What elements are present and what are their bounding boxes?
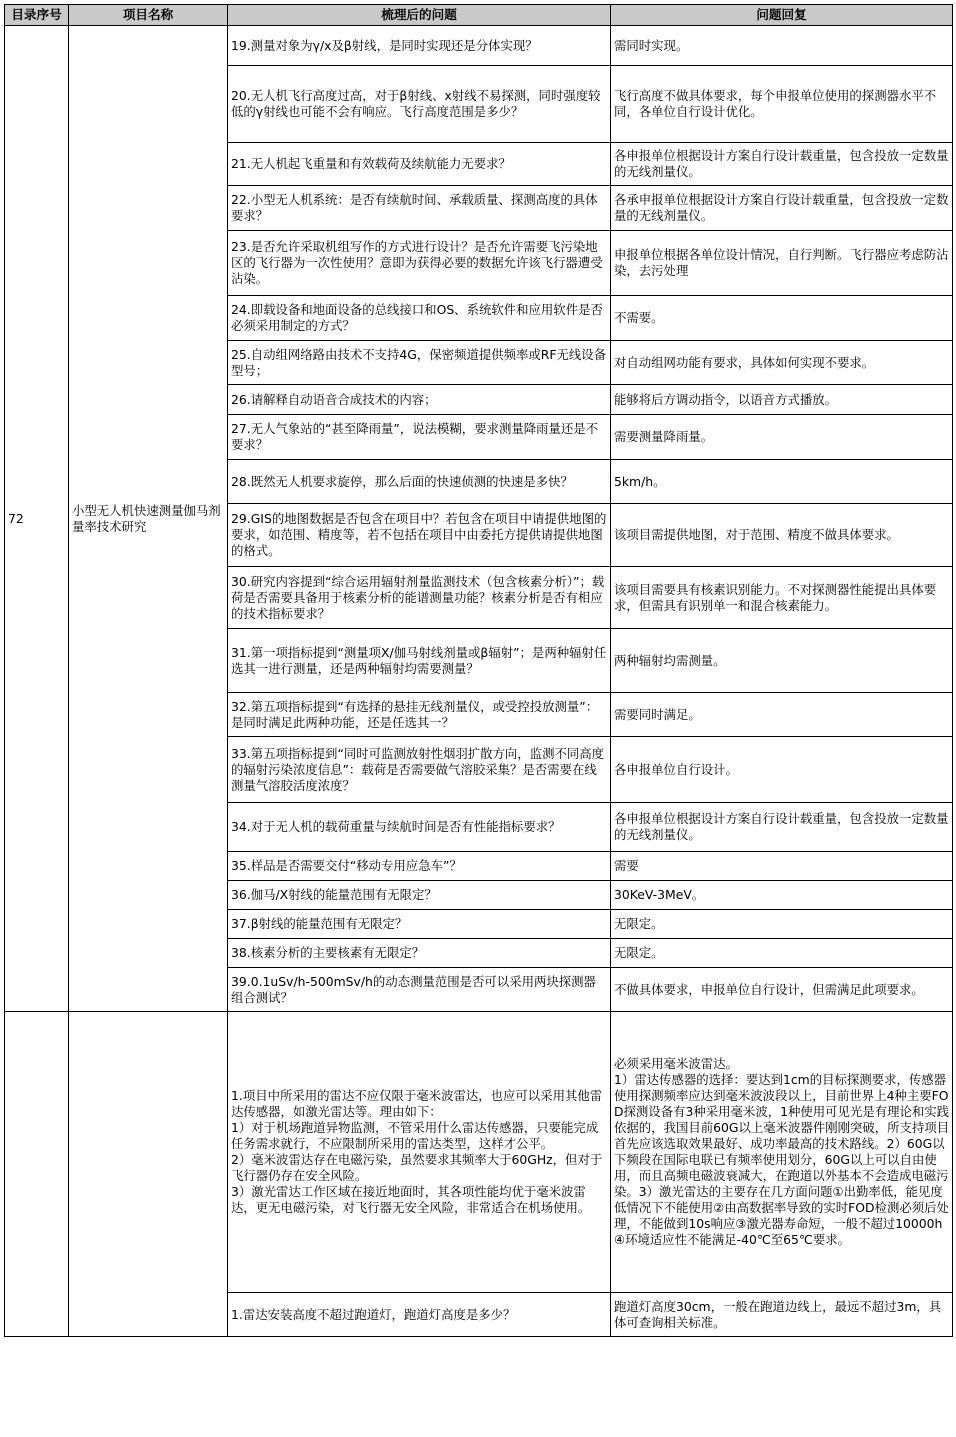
question-cell: 27.无人气象站的“甚至降雨量”，说法模糊，要求测量降雨量还是不要求？ — [228, 415, 611, 460]
table-body — [5, 26, 953, 1337]
question-cell: 25.自动组网络路由技术不支持4G，保密频道提供频率或RF无线设备型号； — [228, 341, 611, 385]
catalog-index-cell: 72 — [5, 26, 69, 1012]
header-question: 梳理后的问题 — [228, 5, 611, 26]
question-cell: 28.既然无人机要求旋停，那么后面的快速侦测的快速是多快？ — [228, 460, 611, 504]
table-row — [5, 26, 953, 66]
answer-cell: 能够将后方调动指令，以语音方式播放。 — [611, 385, 953, 415]
answer-cell: 需要测量降雨量。 — [611, 415, 953, 460]
question-cell: 21.无人机起飞重量和有效载荷及续航能力无要求？ — [228, 143, 611, 186]
question-cell: 1.项目中所采用的雷达不应仅限于毫米波雷达，也应可以采用其他雷达传感器，如激光雷达等。理由如下： 1）对于机场跑道异物监测，不管采用什么雷达传感器，只要能完成任务需求就行，不应限制所采用的雷达类型，这样才公平。 2）毫米波雷达存在电磁污染，虽然要求其频率大于60GHz，但对于飞行器仍存在安全风险。 3）激光雷达工作区域在接近地面时，其各项性能均优于毫米波雷达，更无电磁污染，对飞行器无安全风险，非常适合在机场使用。 — [228, 1012, 611, 1293]
question-cell: 19.测量对象为γ/x及β射线，是同时实现还是分体实现？ — [228, 26, 611, 66]
answer-cell: 各申报单位自行设计。 — [611, 737, 953, 803]
question-cell: 33.第五项指标提到“同时可监测放射性烟羽扩散方向，监测不同高度的辐射污染浓度信息”：载荷是否需要做气溶胶采集？是否需要在线测量气溶胶活度浓度？ — [228, 737, 611, 803]
answer-cell: 必须采用毫米波雷达。 1）雷达传感器的选择：要达到1cm的目标探测要求，传感器使用探测频率应达到毫米波波段以上，目前世界上4种主要FOD探测设备有3种采用毫米波，1种使用可见光是有理论和实践依据的，我国目前60G以上毫米波器件刚刚突破，所支持项目首先应该选取效果最好、成功率最高的技术路线。2）60G以下频段在国际电联已有频率使用划分，60G以上可以自由使用，而且高频电磁波衰减大，在跑道以外基本不会造成电磁污染。3）激光雷达的主要存在几方面问题①出勤率低，能见度低情况下不能使用②由高数据率导致的实时FOD检测必须后处理，不能做到10s响应③激光器寿命短，一般不超过10000h④环境适应性不能满足-40℃至65℃要求。 — [611, 1012, 953, 1293]
header-answer: 问题回复 — [611, 5, 953, 26]
question-cell: 1.雷达安装高度不超过跑道灯，跑道灯高度是多少？ — [228, 1293, 611, 1337]
question-cell: 34.对于无人机的载荷重量与续航时间是否有性能指标要求？ — [228, 803, 611, 852]
answer-cell: 该项目需提供地图，对于范围、精度不做具体要求。 — [611, 504, 953, 567]
answer-cell: 各申报单位根据设计方案自行设计载重量，包含投放一定数量的无线剂量仪。 — [611, 143, 953, 186]
answer-cell: 各申报单位根据设计方案自行设计载重量，包含投放一定数量的无线剂量仪。 — [611, 803, 953, 852]
answer-cell: 对自动组网功能有要求，具体如何实现不要求。 — [611, 341, 953, 385]
answer-cell: 两种辐射均需测量。 — [611, 629, 953, 693]
answer-cell: 30KeV-3MeV。 — [611, 881, 953, 910]
answer-cell: 5km/h。 — [611, 460, 953, 504]
page — [4, 4, 952, 1337]
question-cell: 39.0.1uSv/h-500mSv/h的动态测量范围是否可以采用两块探测器组合测试？ — [228, 968, 611, 1012]
header-catalog-index: 目录序号 — [5, 5, 69, 26]
question-cell: 32.第五项指标提到“有选择的悬挂无线剂量仪，或受控投放测量”：是同时满足此两种功能，还是任选其一？ — [228, 693, 611, 737]
table-row — [5, 1012, 953, 1293]
question-cell: 20.无人机飞行高度过高，对于β射线、x射线不易探测，同时强度较低的γ射线也可能不会有响应。飞行高度范围是多少？ — [228, 66, 611, 143]
question-cell: 24.即载设备和地面设备的总线接口和OS、系统软件和应用软件是否必须采用制定的方式？ — [228, 296, 611, 341]
answer-cell: 该项目需要具有核素识别能力。不对探测器性能提出具体要求，但需具有识别单一和混合核素能力。 — [611, 567, 953, 629]
answer-cell: 需要 — [611, 852, 953, 881]
answer-cell: 无限定。 — [611, 939, 953, 968]
question-cell: 31.第一项指标提到“测量项X/伽马射线剂量或β辐射”；是两种辐射任选其一进行测量，还是两种辐射均需要测量？ — [228, 629, 611, 693]
question-cell: 22.小型无人机系统：是否有续航时间、承载质量、探测高度的具体要求？ — [228, 186, 611, 231]
catalog-index-cell — [5, 1012, 69, 1337]
question-cell: 37.β射线的能量范围有无限定？ — [228, 910, 611, 939]
question-cell: 30.研究内容提到“综合运用辐射剂量监测技术（包含核素分析）”；载荷是否需要具备用于核素分析的能谱测量功能？核素分析是否有相应的技术指标要求？ — [228, 567, 611, 629]
answer-cell: 需同时实现。 — [611, 26, 953, 66]
header-project-name: 项目名称 — [69, 5, 228, 26]
question-cell: 38.核素分析的主要核素有无限定？ — [228, 939, 611, 968]
answer-cell: 申报单位根据各单位设计情况，自行判断。飞行器应考虑防沾染，去污处理 — [611, 231, 953, 296]
question-cell: 26.请解释自动语音合成技术的内容； — [228, 385, 611, 415]
answer-cell: 飞行高度不做具体要求，每个申报单位使用的探测器水平不同，各单位自行设计优化。 — [611, 66, 953, 143]
answer-cell: 无限定。 — [611, 910, 953, 939]
project-name-cell: 小型无人机快速测量伽马剂量率技术研究 — [69, 26, 228, 1012]
project-name-cell — [69, 1012, 228, 1337]
question-cell: 36.伽马/X射线的能量范围有无限定？ — [228, 881, 611, 910]
answer-cell: 各承申报单位根据设计方案自行设计载重量，包含投放一定数量的无线剂量仪。 — [611, 186, 953, 231]
answer-cell: 跑道灯高度30cm，一般在跑道边线上，最远不超过3m，具体可查询相关标准。 — [611, 1293, 953, 1337]
question-cell: 23.是否允许采取机组写作的方式进行设计？是否允许需要飞污染地区的飞行器为一次性使用？意即为获得必要的数据允许该飞行器遭受沾染。 — [228, 231, 611, 296]
question-cell: 29.GIS的地图数据是否包含在项目中？若包含在项目中请提供地图的要求，如范围、精度等，若不包括在项目中由委托方提供请提供地图的格式。 — [228, 504, 611, 567]
answer-cell: 需要同时满足。 — [611, 693, 953, 737]
question-cell: 35.样品是否需要交付“移动专用应急车”？ — [228, 852, 611, 881]
header-row — [5, 5, 953, 26]
answer-cell: 不需要。 — [611, 296, 953, 341]
answer-cell: 不做具体要求，申报单位自行设计，但需满足此项要求。 — [611, 968, 953, 1012]
qa-table — [4, 4, 953, 1337]
